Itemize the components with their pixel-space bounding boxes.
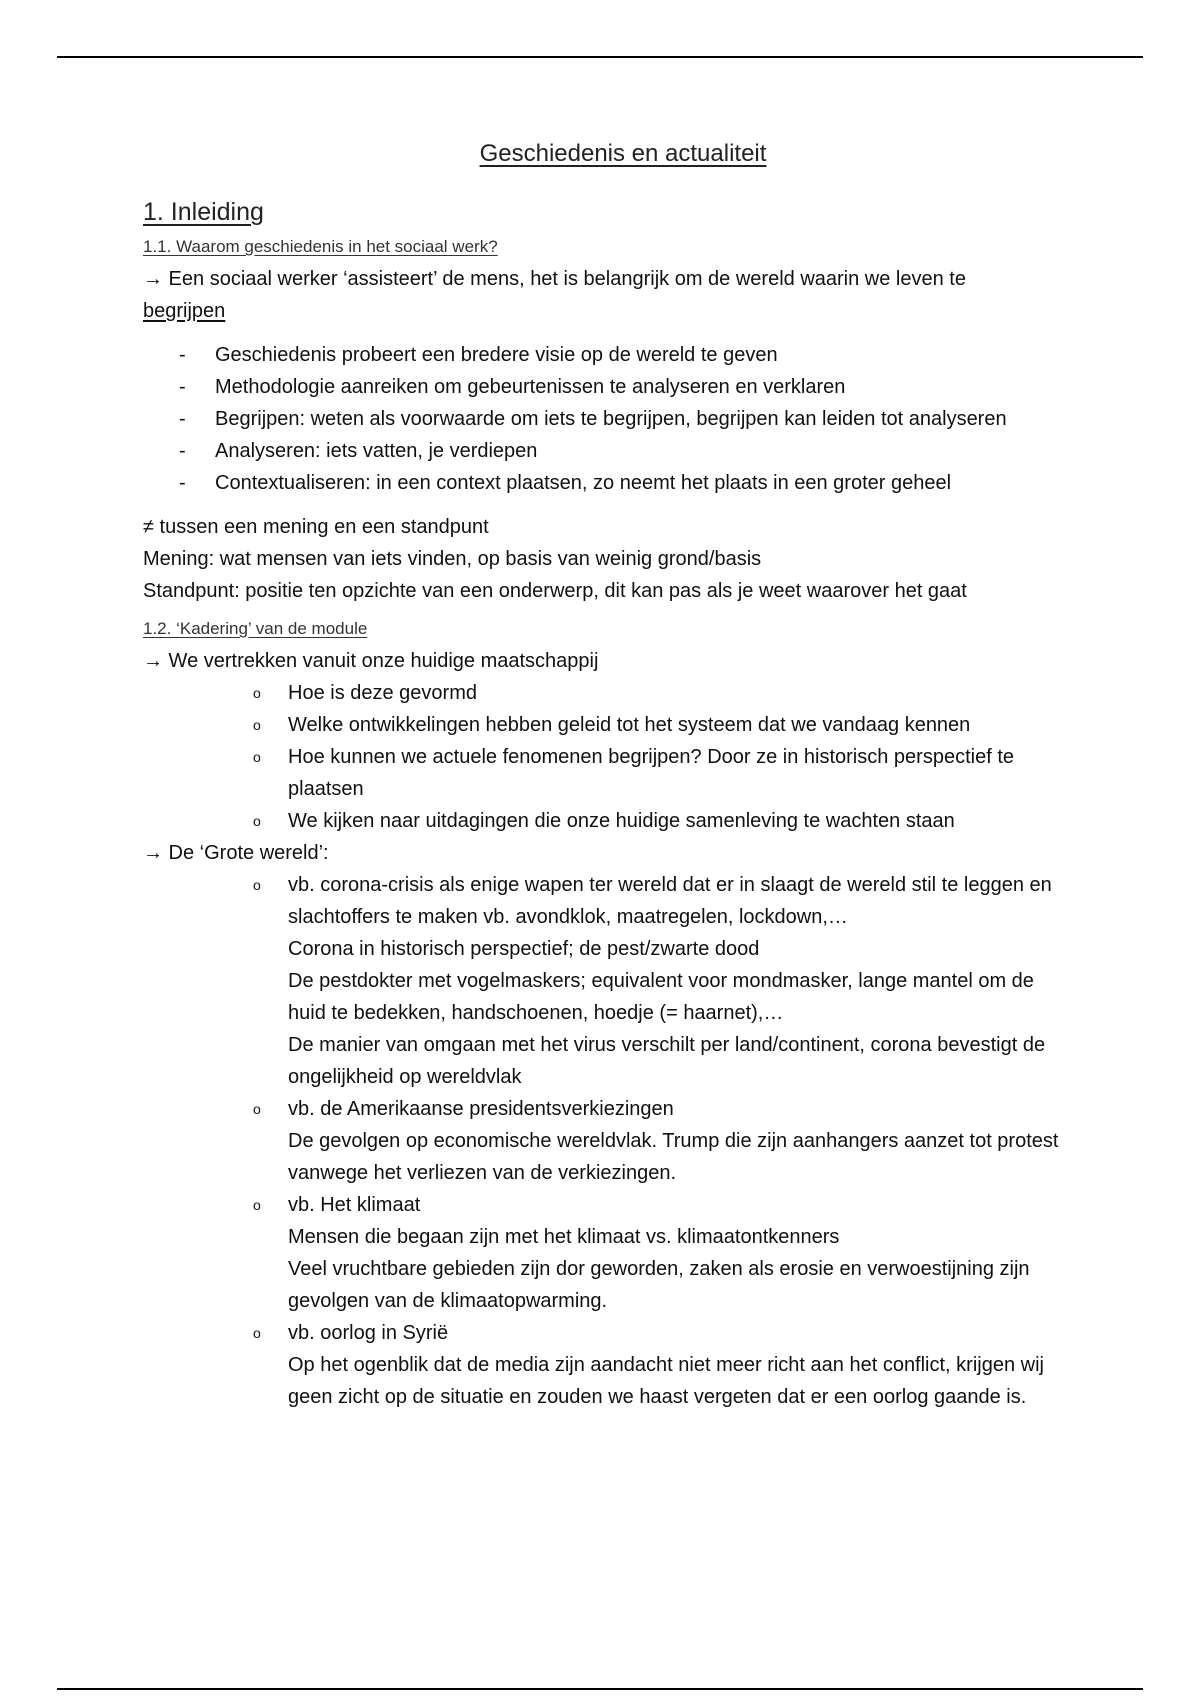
list-item: - Methodologie aanreiken om gebeurtenissen te analyseren en verklaren — [179, 376, 846, 398]
intro-keyword: begrijpen — [143, 300, 226, 322]
list-item: o Welke ontwikkelingen hebben geleid tot het systeem dat we vandaag kennen — [253, 714, 971, 736]
contrast-line: ≠ tussen een mening en een standpunt — [143, 516, 489, 538]
section-heading: 1. Inleiding — [143, 198, 264, 226]
example-item: o vb. corona-crisis als enige wapen ter wereld dat er in slaagt de wereld stil te leggen en slachtoffers te maken vb. avondklok, maatregelen, lockdown,… Corona in historisch perspectief; de pest/zwarte dood De pestdokter met vogelmaskers; equivalent voor mondmasker, lange mantel om de huid te bedekken, handschoenen, hoedje (= haarnet),… De manier van omgaan met het virus verschilt per land/continent, corona bevestigt de ongelijkheid op wereldvlak — [253, 874, 1052, 1088]
list-item: o Hoe kunnen we actuele fenomenen begrijpen? Door ze in historisch perspectief te plaatsen — [253, 746, 1014, 800]
footer-rule — [57, 1688, 1143, 1690]
subsection-heading-1-2: 1.2. ‘Kadering’ van de module — [143, 619, 368, 638]
example-item: o vb. de Amerikaanse presidentsverkiezingen De gevolgen op economische wereldvlak. Trump die zijn aanhangers aanzet tot protest vanwege het verliezen van de verkiezingen. — [253, 1098, 1059, 1184]
example-item: o vb. oorlog in Syrië Op het ogenblik dat de media zijn aandacht niet meer richt aan het conflict, krijgen wij geen zicht op de situatie en zouden we haast vergeten dat er een oorlog gaande is. — [253, 1322, 1044, 1408]
dash-list — [143, 339, 1063, 499]
document-page — [143, 140, 1063, 1413]
list-item: - Contextualiseren: in een context plaatsen, zo neemt het plaats in een groter geheel — [179, 472, 952, 494]
list-item: - Geschiedenis probeert een bredere visie op de wereld te geven — [179, 344, 778, 366]
arrow-line: → We vertrekken vanuit onze huidige maatschappij — [143, 650, 599, 672]
circle-list — [143, 677, 1063, 837]
document-title: Geschiedenis en actualiteit — [479, 140, 767, 167]
list-item: o Hoe is deze gevormd — [253, 682, 477, 704]
subsection-heading-1-1: 1.1. Waarom geschiedenis in het sociaal werk? — [143, 237, 498, 256]
intro-line: → Een sociaal werker ‘assisteert’ de mens, het is belangrijk om de wereld waarin we leven te — [143, 268, 966, 290]
definition-standpunt: Standpunt: positie ten opzichte van een onderwerp, dit kan pas als je weet waarover het gaat — [143, 580, 967, 602]
list-item: o We kijken naar uitdagingen die onze huidige samenleving te wachten staan — [253, 810, 955, 832]
example-item: o vb. Het klimaat Mensen die begaan zijn met het klimaat vs. klimaatontkenners Veel vruchtbare gebieden zijn dor geworden, zaken als erosie en verwoestijning zijn gevolgen van de klimaatopwarming. — [253, 1194, 1030, 1312]
definition-mening: Mening: wat mensen van iets vinden, op basis van weinig grond/basis — [143, 548, 762, 570]
arrow-line: → De ‘Grote wereld’: — [143, 842, 329, 864]
header-rule — [57, 56, 1143, 58]
example-list — [143, 869, 1063, 1413]
list-item: - Analyseren: iets vatten, je verdiepen — [179, 440, 538, 462]
list-item: - Begrijpen: weten als voorwaarde om iets te begrijpen, begrijpen kan leiden tot analyseren — [179, 408, 1007, 430]
